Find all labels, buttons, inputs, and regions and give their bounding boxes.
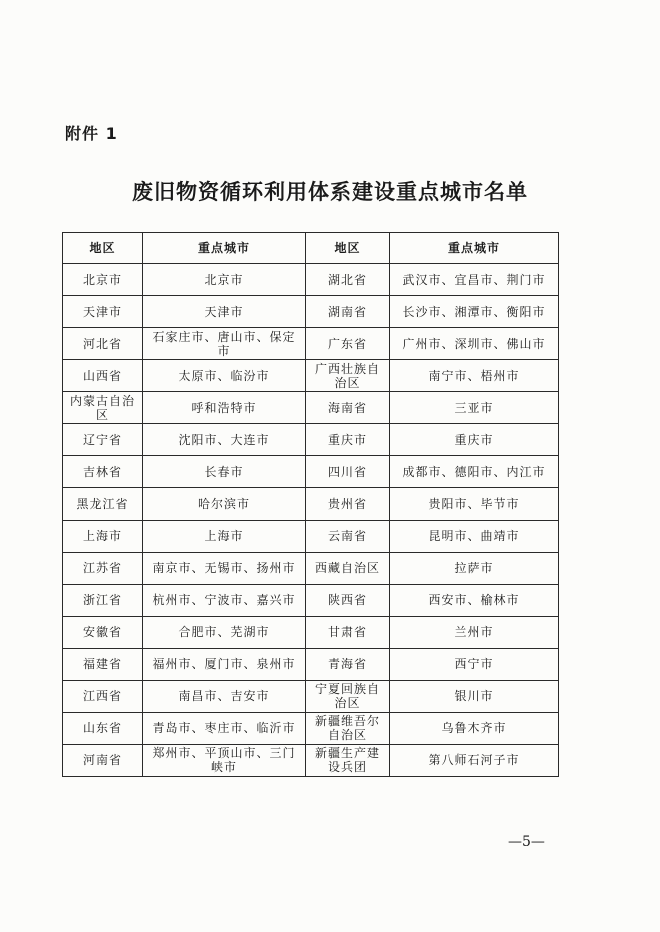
cities-cell: 青岛市、枣庄市、临沂市 <box>143 712 306 744</box>
region-cell: 贵州省 <box>306 488 390 520</box>
region-cell: 西藏自治区 <box>306 552 390 584</box>
region-cell: 山东省 <box>63 712 143 744</box>
cities-cell: 第八师石河子市 <box>390 744 559 776</box>
region-cell: 山西省 <box>63 360 143 392</box>
region-cell: 新疆生产建设兵团 <box>306 744 390 776</box>
table-row <box>63 712 559 744</box>
page-number: —5— <box>508 834 545 850</box>
region-cell: 江苏省 <box>63 552 143 584</box>
key-cities-table <box>62 232 559 777</box>
region-cell: 吉林省 <box>63 456 143 488</box>
region-cell: 浙江省 <box>63 584 143 616</box>
cities-cell: 乌鲁木齐市 <box>390 712 559 744</box>
cities-cell: 兰州市 <box>390 616 559 648</box>
cities-cell: 拉萨市 <box>390 552 559 584</box>
region-cell: 陕西省 <box>306 584 390 616</box>
cities-cell: 三亚市 <box>390 392 559 424</box>
cities-cell: 郑州市、平顶山市、三门峡市 <box>143 744 306 776</box>
region-cell: 河北省 <box>63 328 143 360</box>
region-cell: 湖北省 <box>306 264 390 296</box>
table-row <box>63 648 559 680</box>
region-cell: 江西省 <box>63 680 143 712</box>
table-row <box>63 456 559 488</box>
region-cell: 湖南省 <box>306 296 390 328</box>
table-row <box>63 328 559 360</box>
cities-cell: 南昌市、吉安市 <box>143 680 306 712</box>
cities-cell: 南京市、无锡市、扬州市 <box>143 552 306 584</box>
table-row <box>63 616 559 648</box>
region-cell: 青海省 <box>306 648 390 680</box>
table-row <box>63 424 559 456</box>
document-title: 废旧物资循环利用体系建设重点城市名单 <box>132 180 528 204</box>
table-row <box>63 744 559 776</box>
table-row <box>63 296 559 328</box>
cities-cell: 长沙市、湘潭市、衡阳市 <box>390 296 559 328</box>
cities-cell: 昆明市、曲靖市 <box>390 520 559 552</box>
region-cell: 广西壮族自治区 <box>306 360 390 392</box>
cities-cell: 广州市、深圳市、佛山市 <box>390 328 559 360</box>
header-cities-right: 重点城市 <box>390 233 559 264</box>
header-region-left: 地区 <box>63 233 143 264</box>
table-header-row <box>63 233 559 264</box>
region-cell: 辽宁省 <box>63 424 143 456</box>
region-cell: 黑龙江省 <box>63 488 143 520</box>
table-row <box>63 584 559 616</box>
region-cell: 新疆维吾尔自治区 <box>306 712 390 744</box>
region-cell: 内蒙古自治区 <box>63 392 143 424</box>
cities-cell: 西宁市 <box>390 648 559 680</box>
region-cell: 天津市 <box>63 296 143 328</box>
cities-cell: 合肥市、芜湖市 <box>143 616 306 648</box>
cities-cell: 长春市 <box>143 456 306 488</box>
region-cell: 上海市 <box>63 520 143 552</box>
table-row <box>63 488 559 520</box>
table-row <box>63 680 559 712</box>
cities-cell: 上海市 <box>143 520 306 552</box>
cities-cell: 贵阳市、毕节市 <box>390 488 559 520</box>
region-cell: 广东省 <box>306 328 390 360</box>
table-row <box>63 360 559 392</box>
cities-cell: 武汉市、宜昌市、荆门市 <box>390 264 559 296</box>
region-cell: 安徽省 <box>63 616 143 648</box>
table-row <box>63 520 559 552</box>
region-cell: 北京市 <box>63 264 143 296</box>
cities-cell: 银川市 <box>390 680 559 712</box>
header-cities-left: 重点城市 <box>143 233 306 264</box>
cities-cell: 呼和浩特市 <box>143 392 306 424</box>
region-cell: 福建省 <box>63 648 143 680</box>
cities-cell: 石家庄市、唐山市、保定市 <box>143 328 306 360</box>
region-cell: 四川省 <box>306 456 390 488</box>
cities-cell: 杭州市、宁波市、嘉兴市 <box>143 584 306 616</box>
cities-cell: 南宁市、梧州市 <box>390 360 559 392</box>
region-cell: 河南省 <box>63 744 143 776</box>
region-cell: 重庆市 <box>306 424 390 456</box>
cities-cell: 太原市、临汾市 <box>143 360 306 392</box>
cities-cell: 天津市 <box>143 296 306 328</box>
header-region-right: 地区 <box>306 233 390 264</box>
region-cell: 宁夏回族自治区 <box>306 680 390 712</box>
cities-cell: 重庆市 <box>390 424 559 456</box>
cities-cell: 西安市、榆林市 <box>390 584 559 616</box>
region-cell: 海南省 <box>306 392 390 424</box>
cities-cell: 成都市、德阳市、内江市 <box>390 456 559 488</box>
table-row <box>63 392 559 424</box>
cities-cell: 哈尔滨市 <box>143 488 306 520</box>
attachment-label: 附件 1 <box>65 124 118 143</box>
region-cell: 云南省 <box>306 520 390 552</box>
table-row <box>63 552 559 584</box>
cities-cell: 沈阳市、大连市 <box>143 424 306 456</box>
cities-cell: 北京市 <box>143 264 306 296</box>
region-cell: 甘肃省 <box>306 616 390 648</box>
table-row <box>63 264 559 296</box>
cities-cell: 福州市、厦门市、泉州市 <box>143 648 306 680</box>
